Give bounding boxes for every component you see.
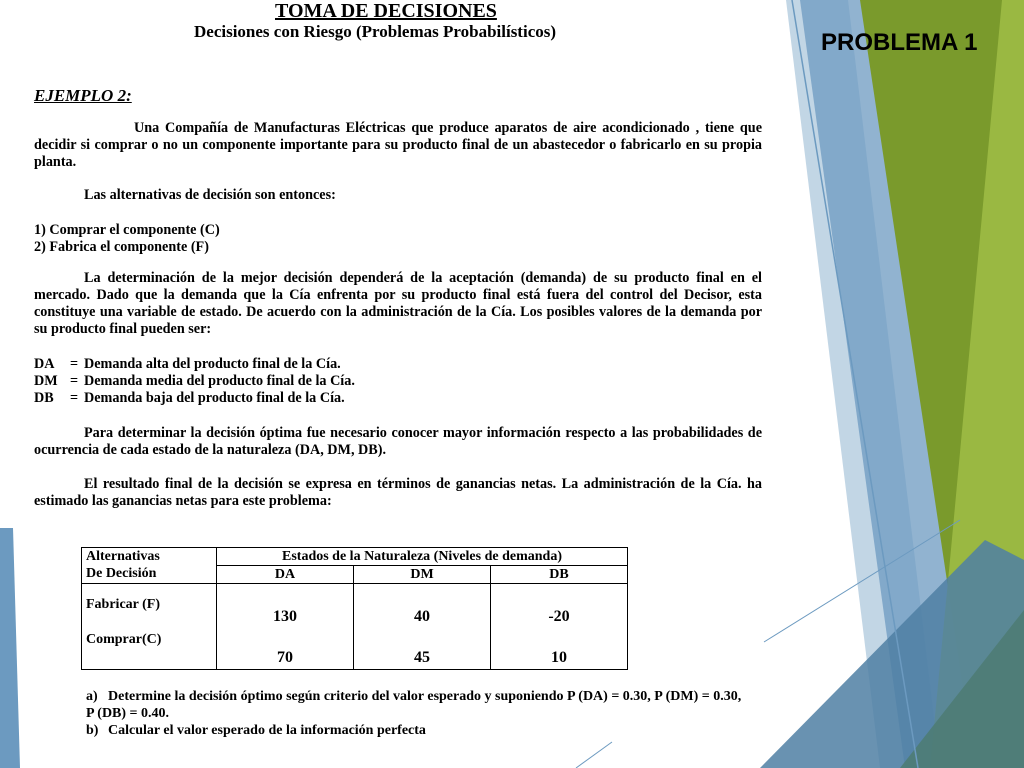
column-header: DM	[354, 566, 491, 584]
alternative-item: 1) Comprar el componente (C)	[34, 222, 220, 238]
row-label: Fabricar (F)	[82, 584, 217, 626]
intro-paragraph: Una Compañía de Manufacturas Eléctricas que produce aparatos de aire acondicionado , tiene que decidir si comprar o no un componente importante para su producto final de un abastecedor o fabricarlo en su propia planta.	[34, 120, 762, 170]
header-decision: De Decisión	[82, 566, 217, 584]
left-blue-shape	[0, 528, 20, 768]
state-item: DB = Demanda baja del producto final de la Cía.	[34, 390, 345, 406]
alternative-item: 2) Fabrica el componente (F)	[34, 239, 209, 255]
state-item: DM = Demanda media del producto final de la Cía.	[34, 373, 355, 389]
document-title: TOMA DE DECISIONES	[275, 0, 497, 22]
row-label: Comprar(C)	[82, 626, 217, 670]
payoff-table	[81, 547, 628, 670]
result-paragraph: El resultado final de la decisión se expresa en términos de ganancias netas. La administración de la Cía. ha estimado las ganancias netas para este problema:	[34, 476, 762, 509]
state-item: DA = Demanda alta del producto final de la Cía.	[34, 356, 341, 372]
header-alternatives: Alternativas	[82, 548, 217, 566]
table-cell: 45	[354, 626, 491, 670]
table-cell: -20	[491, 584, 628, 626]
alternatives-intro: Las alternativas de decisión son entonces:	[84, 187, 336, 203]
column-header: DA	[217, 566, 354, 584]
example-label: EJEMPLO 2:	[34, 86, 132, 105]
accent-line	[576, 742, 612, 768]
question-item: b) Calcular el valor esperado de la información perfecta	[86, 723, 426, 738]
determination-paragraph: La determinación de la mejor decisión dependerá de la aceptación (demanda) de su producto final en el mercado. Dado que la demanda que la Cía enfrenta por su producto final está fuera del control del Decisor, esta constituye una variable de estado. De acuerdo con la administración de la Cía. Los posibles valores de la demanda por su producto final pueden ser:	[34, 270, 762, 337]
table-cell: 70	[217, 626, 354, 670]
table-cell: 10	[491, 626, 628, 670]
document-subtitle: Decisiones con Riesgo (Problemas Probabilísticos)	[194, 22, 557, 41]
table-cell: 130	[217, 584, 354, 626]
table-row	[82, 626, 628, 670]
header-states: Estados de la Naturaleza (Niveles de demanda)	[217, 548, 628, 566]
table-cell: 40	[354, 584, 491, 626]
slide-title: PROBLEMA 1	[821, 29, 978, 56]
table-row	[82, 584, 628, 626]
question-item: a) Determine la decisión óptimo según criterio del valor esperado y suponiendo P (DA) = 0.30, P (DM) = 0.30, P (DB) = 0.40.	[86, 689, 742, 721]
column-header: DB	[491, 566, 628, 584]
info-paragraph: Para determinar la decisión óptima fue necesario conocer mayor información respecto a las probabilidades de ocurrencia de cada estado de la naturaleza (DA, DM, DB).	[34, 425, 762, 458]
